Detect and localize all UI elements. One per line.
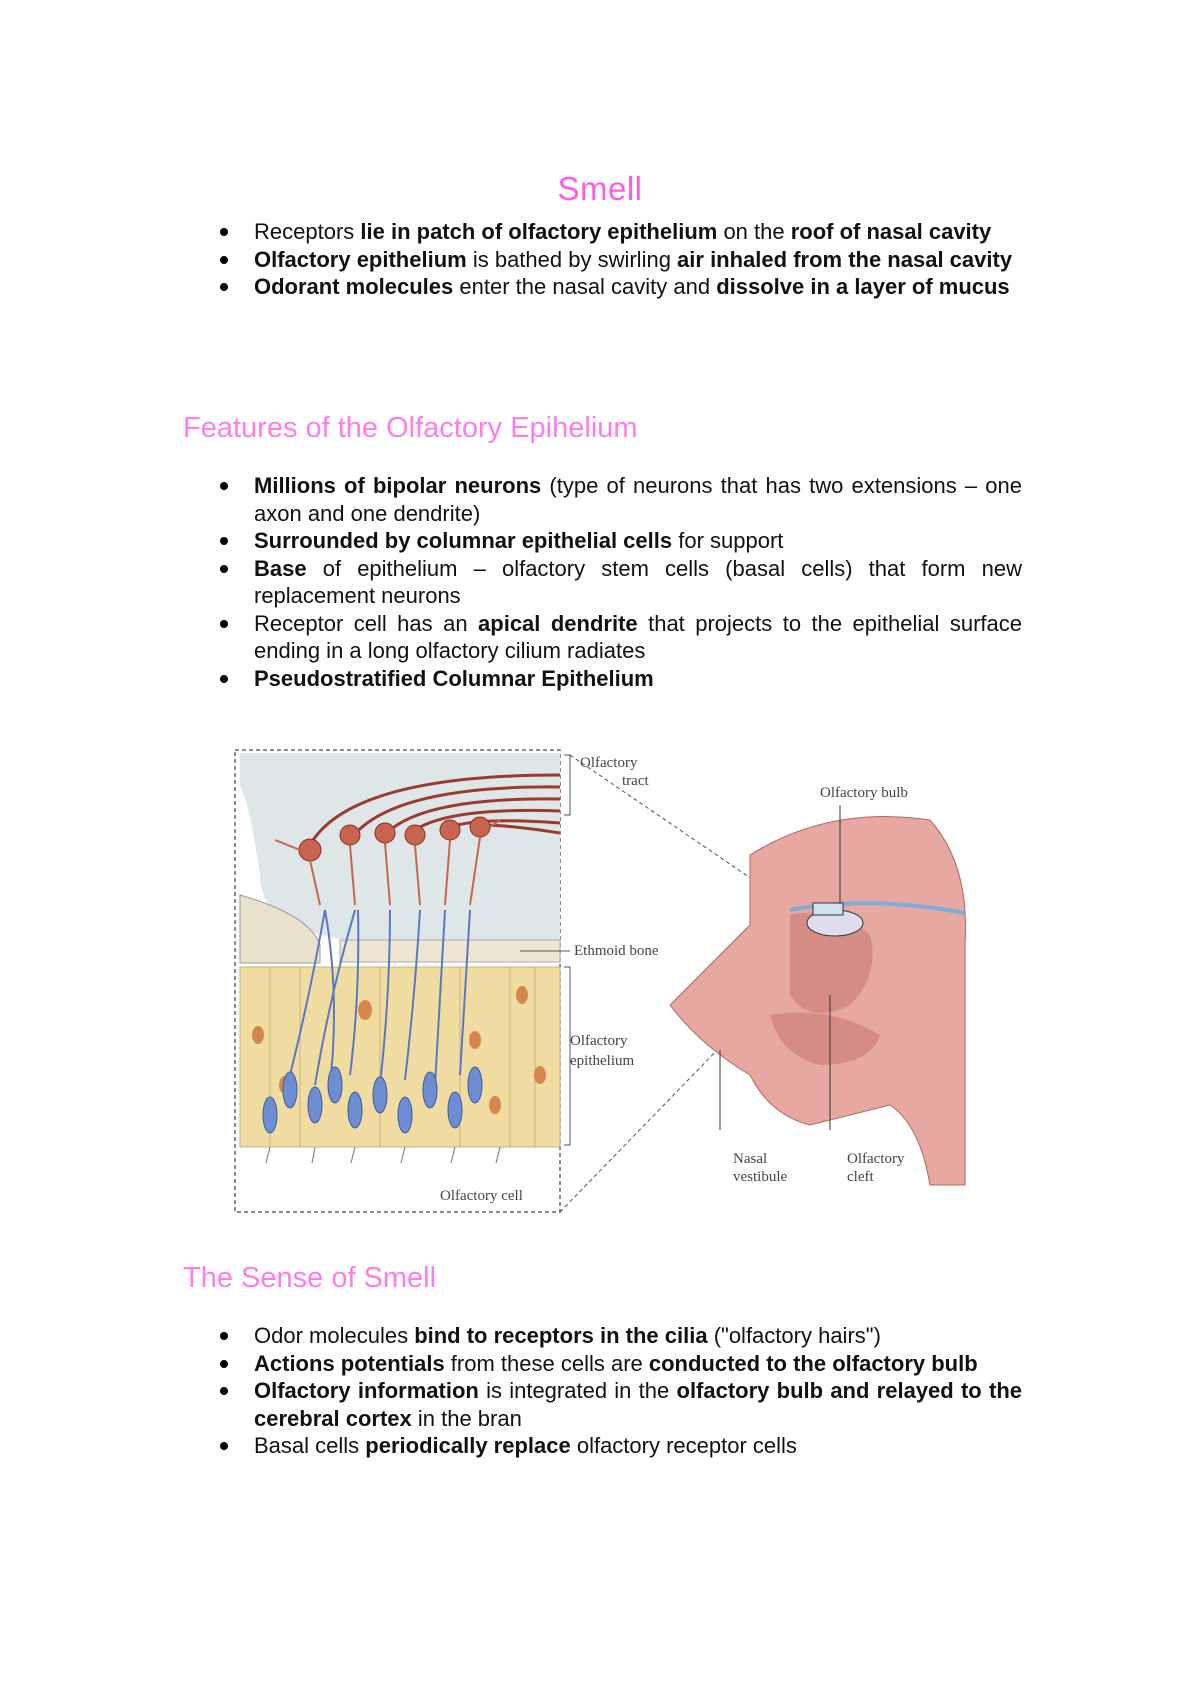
text-run: is bathed by swirling xyxy=(466,246,678,272)
bold-text: roof of nasal cavity xyxy=(790,219,992,244)
text-run: of epithelium – olfactory stem cells (basal cells) that form new replacement neurons xyxy=(254,555,1022,608)
label-nasal-vestibule-2: vestibule xyxy=(733,1169,788,1185)
label-nasal-vestibule-1: Nasal xyxy=(733,1151,768,1167)
bold-text: lie in patch of olfactory epithelium xyxy=(360,219,718,244)
smell-bullet-list xyxy=(218,218,1022,301)
text-run: in the bran xyxy=(411,1405,522,1431)
bold-text: Millions of bipolar neurons xyxy=(254,473,542,498)
bold-text: dissolve in a layer of mucus xyxy=(716,274,1010,299)
olfactory-diagram xyxy=(230,745,970,1225)
bullet-item xyxy=(218,218,1022,246)
bold-text: Surrounded by columnar epithelial cells xyxy=(254,528,673,553)
label-olfactory-cleft-1: Olfactory xyxy=(847,1151,905,1167)
text-run: from these cells are xyxy=(444,1350,649,1376)
olfactory-diagram-svg xyxy=(230,745,970,1225)
text-run: Basal cells xyxy=(254,1433,366,1458)
text-run: is integrated in the xyxy=(478,1378,677,1403)
bullet-item xyxy=(218,1377,1022,1432)
label-olfactory-epithelium-1: Olfactory xyxy=(570,1033,628,1049)
text-run: ("olfactory hairs") xyxy=(707,1323,881,1348)
text-run: for support xyxy=(672,528,784,553)
bold-text: bind to receptors in the cilia xyxy=(414,1323,708,1348)
bullet-item xyxy=(218,555,1022,610)
bullet-item xyxy=(218,472,1022,527)
bold-text: Odorant molecules xyxy=(254,274,454,299)
bullet-item xyxy=(218,610,1022,665)
text-run: on the xyxy=(717,219,791,244)
label-olfactory-tract-2: tract xyxy=(622,773,649,789)
bold-text: olfactory bulb and relayed to the cerebral cortex xyxy=(254,1378,1022,1431)
tract-bracket xyxy=(564,755,570,815)
label-ethmoid-bone: Ethmoid bone xyxy=(574,943,659,959)
bold-text: Base xyxy=(254,555,307,581)
bold-text: Olfactory information xyxy=(254,1378,479,1403)
text-run: Receptors xyxy=(254,219,361,244)
bullet-item xyxy=(218,273,1022,301)
text-run: enter the nasal cavity and xyxy=(453,274,717,299)
olfactory-bulb-shape xyxy=(813,903,843,915)
bullet-item xyxy=(218,1432,1022,1460)
label-olfactory-epithelium-2: epithelium xyxy=(570,1053,635,1069)
text-run: that projects to the epithelial surface ending in a long olfactory cilium radiates xyxy=(254,610,1022,663)
bullet-item xyxy=(218,1322,1022,1350)
bold-text: air inhaled from the nasal cavity xyxy=(677,246,1013,272)
bold-text: Actions potentials xyxy=(254,1350,445,1376)
bold-text: periodically replace xyxy=(365,1433,571,1458)
bullet-item xyxy=(218,246,1022,274)
text-run: Receptor cell has an xyxy=(254,610,479,636)
bold-text: apical dendrite xyxy=(478,610,638,636)
bullet-item xyxy=(218,1350,1022,1378)
bold-text: Olfactory epithelium xyxy=(254,246,467,272)
text-run: olfactory receptor cells xyxy=(570,1433,797,1458)
label-olfactory-bulb: Olfactory bulb xyxy=(820,785,908,801)
features-heading: Features of the Olfactory Epihelium xyxy=(183,412,638,444)
bold-text: conducted to the olfactory bulb xyxy=(648,1350,978,1376)
page-title: Smell xyxy=(557,170,643,207)
sense-of-smell-heading: The Sense of Smell xyxy=(183,1262,437,1294)
text-run: (type of neurons that has two extensions – one axon and one dendrite) xyxy=(254,473,1022,526)
text-run: Odor molecules xyxy=(254,1323,415,1348)
features-bullet-list xyxy=(218,472,1022,692)
sense-bullet-list xyxy=(218,1322,1022,1460)
bullet-item xyxy=(218,665,1022,693)
label-olfactory-tract-1: Olfactory xyxy=(580,755,638,771)
bullet-item xyxy=(218,527,1022,555)
label-olfactory-cell: Olfactory cell xyxy=(440,1188,523,1204)
bold-text: Pseudostratified Columnar Epithelium xyxy=(254,665,654,691)
label-olfactory-cleft-2: cleft xyxy=(847,1169,874,1185)
cilia xyxy=(266,1147,500,1163)
